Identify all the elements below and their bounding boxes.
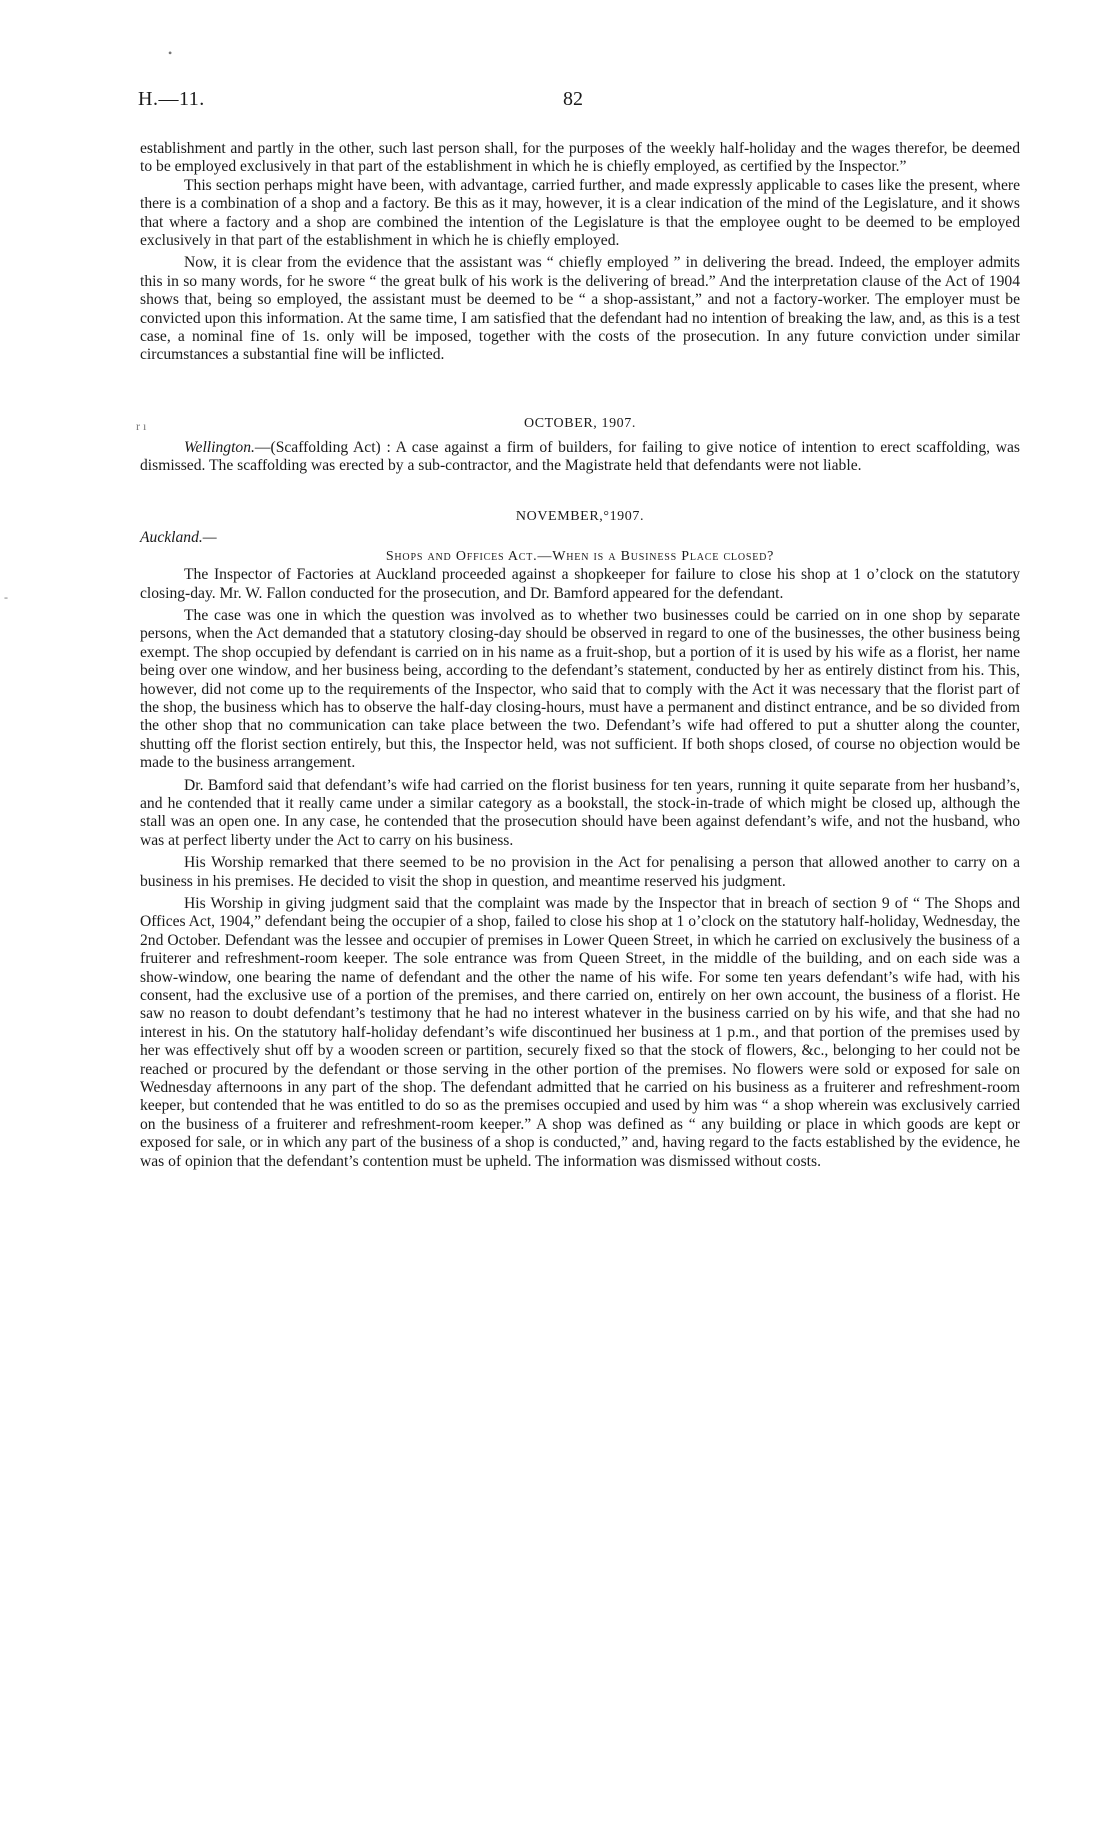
section-date: OCTOBER, 1907.: [524, 415, 636, 431]
section-subheading: Shops and Offices Act.—When is a Business Place closed?: [385, 548, 775, 564]
margin-mark: r ı: [136, 418, 147, 433]
page-header: [138, 88, 1018, 118]
section-date: NOVEMBER,°1907.: [515, 508, 645, 524]
top-dot-mark: •: [168, 46, 173, 60]
paragraph: establishment and partly in the other, such last person shall, for the purposes of the weekly half-holiday and the wages therefor, be deemed to be employed exclusively in that part of the establishment in which he is chiefly employed, as certified by the Inspector.”: [140, 140, 1020, 176]
side-dash-mark: -: [4, 590, 8, 604]
november-section: [140, 506, 1020, 1171]
page-number: 82: [563, 88, 583, 110]
paragraph: Dr. Bamford said that defendant’s wife had carried on the florist business for ten years, running it quite separate from her husband’s, and he contended that it really came under a similar category as a bookstall, the stock-in-trade of which might be closed up, although the stall was an open one. In any case, he contended that the prosecution should have been against defendant’s wife, and not the husband, who was at perfect liberty under the Act to carry on his business.: [140, 776, 1020, 849]
october-section: [136, 413, 1020, 476]
paragraph: This section perhaps might have been, with advantage, carried further, and made expressly applicable to cases like the present, where there is a combination of a shop and a factory. Be this as it may, however, it is a clear indication of the mind of the Legislature, and it shows that where a factory and a shop are combined the intention of the Legislature is that the employee ought to be deemed to be employed exclusively in that part of the establishment in which he is chiefly employed.: [140, 176, 1020, 250]
paragraph: Now, it is clear from the evidence that the assistant was “ chiefly employed ” in delivering the bread. Indeed, the employer admits this in so many words, for he swore “ the great bulk of his work is the delivering of bread.” And the interpretation clause of the Act of 1904 shows that, being so employed, the assistant must be deemed to be “ a shop-assistant,” and not a factory-worker. The employer must be convicted upon this information. At the same time, I am satisfied that the defendant had no intention of breaking the law, and, as this is a test case, a nominal fine of 1s. only will be imposed, together with the costs of the prosecution. In any future conviction under similar circumstances a substantial fine will be inflicted.: [140, 254, 1020, 364]
place-name: Auckland.—: [140, 528, 217, 546]
paragraph: His Worship in giving judgment said that the complaint was made by the Inspector that in breach of section 9 of “ The Shops and Offices Act, 1904,” defendant being the occupier of a shop, failed to close his shop at 1 o’clock on the statutory half-holiday, Wednesday, the 2nd October. Defendant was the lessee and occupier of premises in Lower Queen Street, in which he carried on exclusively the business of a fruiterer and refreshment-room keeper. The sole entrance was from Queen Street, in the middle of the building, and on each side was a show-window, one bearing the name of defendant and the other the name of his wife. For some ten years defendant’s wife had, with his consent, had the exclusive use of a portion of the premises, and there carried on, entirely on her own account, the business of a florist. He saw no reason to doubt defendant’s testimony that he had no interest whatever in the business carried on by his wife, and that she had no interest in his. On the statutory half-holiday defendant’s wife discontinued her business at 1 p.m., and that portion of the premises used by her was effectively shut off by a wooden screen or partition, securely fixed so that the stock of flowers, &c., belonging to her could not be reached or procured by the defendant or those serving in the other portion of the premises. No flowers were sold or exposed for sale on Wednesday afternoons in any part of the shop. The defendant admitted that he carried on his business as a fruiterer and refreshment-room keeper, but contended that he was entitled to do so as the premises occupied and used by him was “ a shop wherein was exclusively carried on the business of a fruiterer and refreshment-room keeper.” A shop was defined as “ any building or place in which goods are kept or exposed for sale, or in which any part of the business of a shop is conducted,” and, having regard to the facts established by the evidence, he was of opinion that the defendant’s contention must be upheld. The information was dismissed without costs.: [140, 895, 1020, 1170]
paragraph: His Worship remarked that there seemed to be no provision in the Act for penalising a person that allowed another to carry on a business in his premises. He decided to visit the shop in question, and meantime reserved his judgment.: [140, 854, 1020, 890]
document-body: [136, 140, 1020, 1171]
paragraph: The case was one in which the question was involved as to whether two businesses could be carried on in one shop by separate persons, when the Act demanded that a statutory closing-day should be observed in regard to one of the businesses, the other business being exempt. The shop occupied by defendant is carried on in his name as a fruit-shop, but a portion of it is used by his wife as a florist, her name being over one window, and her business being, according to the defendant’s statement, conducted by her as entirely distinct from his. This, however, did not come up to the requirements of the Inspector, who said that to comply with the Act it was necessary that the florist part of the shop, the business which has to observe the half-day closing-hours, must have a permanent and distinct entrance, and be so divided from the other shop that no communication can take place between the two. Defendant’s wife had offered to put a shutter along the counter, shutting off the florist section entirely, but this, the Inspector held, was not sufficient. If both shops closed, of course no objection would be made to the business arrangement.: [140, 606, 1020, 772]
paragraph: [140, 439, 1020, 476]
paragraph-text: —(Scaffolding Act) : A case against a firm of builders, for failing to give notice of intention to erect scaffolding, was dismissed. The scaffolding was erected by a sub-contractor, and the Magistrate held that defendants were not liable.: [140, 438, 1020, 475]
place-name: Wellington.: [184, 438, 255, 456]
document-reference: H.—11.: [138, 88, 205, 110]
paragraph: The Inspector of Factories at Auckland proceeded against a shopkeeper for failure to close his shop at 1 o’clock on the statutory closing-day. Mr. W. Fallon conducted for the prosecution, and Dr. Bamford appeared for the defendant.: [140, 566, 1020, 602]
